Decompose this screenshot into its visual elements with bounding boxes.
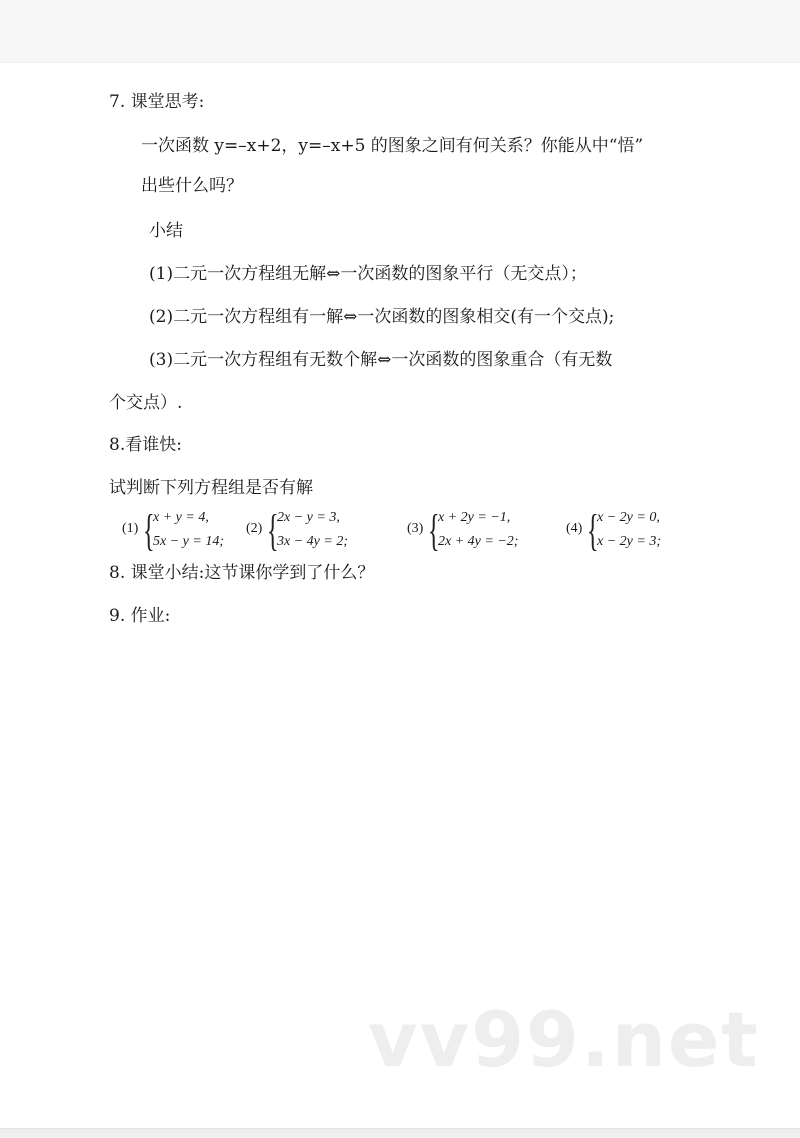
equation-1: x − 2y = 0, bbox=[597, 510, 660, 525]
system-label: (2) bbox=[246, 521, 263, 536]
equation-2: 5x − y = 14; bbox=[153, 534, 224, 549]
equation-1: 2x − y = 3, bbox=[277, 510, 340, 525]
left-brace: { bbox=[267, 506, 279, 555]
left-brace: { bbox=[428, 506, 440, 555]
section-7-question-line-1: 一次函数 y=–x+2，y=–x+5 的图象之间有何关系？你能从中“悟” bbox=[141, 136, 644, 156]
system-label: (4) bbox=[566, 521, 583, 536]
left-brace: { bbox=[143, 506, 155, 555]
page-top-margin bbox=[0, 0, 800, 63]
system-label: (1) bbox=[122, 521, 139, 536]
equation-system-3 bbox=[407, 506, 547, 555]
equation-2: 2x + 4y = −2; bbox=[438, 534, 519, 549]
equation-1: x + 2y = −1, bbox=[438, 510, 511, 525]
system-label: (3) bbox=[407, 521, 424, 536]
summary-title: 小结 bbox=[149, 221, 183, 241]
equation-2: 3x − 4y = 2; bbox=[277, 534, 348, 549]
section-8-instruction: 试判断下列方程组是否有解 bbox=[109, 478, 313, 498]
equation-system-2 bbox=[246, 506, 376, 555]
section-7-question-line-2: 出些什么吗？ bbox=[141, 176, 243, 196]
equation-2: x − 2y = 3; bbox=[597, 534, 661, 549]
section-9-heading: 9. 作业: bbox=[109, 606, 171, 626]
summary-item-1: (1)二元一次方程组无解⇔一次函数的图象平行（无交点）； bbox=[149, 264, 587, 284]
section-8-heading: 8.看谁快: bbox=[109, 435, 182, 455]
left-brace: { bbox=[587, 506, 599, 555]
summary-item-3-line-1: (3)二元一次方程组有无数个解⇔一次函数的图象重合（有无数 bbox=[149, 350, 613, 370]
section-8-summary-heading: 8. 课堂小结:这节课你学到了什么？ bbox=[109, 563, 375, 583]
equation-1: x + y = 4, bbox=[153, 510, 209, 525]
equation-system-4 bbox=[566, 506, 686, 555]
summary-item-3-line-2: 个交点）. bbox=[109, 393, 183, 413]
watermark-text: vv99.net bbox=[368, 995, 760, 1084]
equation-system-1 bbox=[122, 506, 242, 555]
section-7-heading: 7. 课堂思考: bbox=[109, 92, 205, 112]
summary-item-2: (2)二元一次方程组有一解⇔一次函数的图象相交(有一个交点); bbox=[149, 307, 615, 327]
